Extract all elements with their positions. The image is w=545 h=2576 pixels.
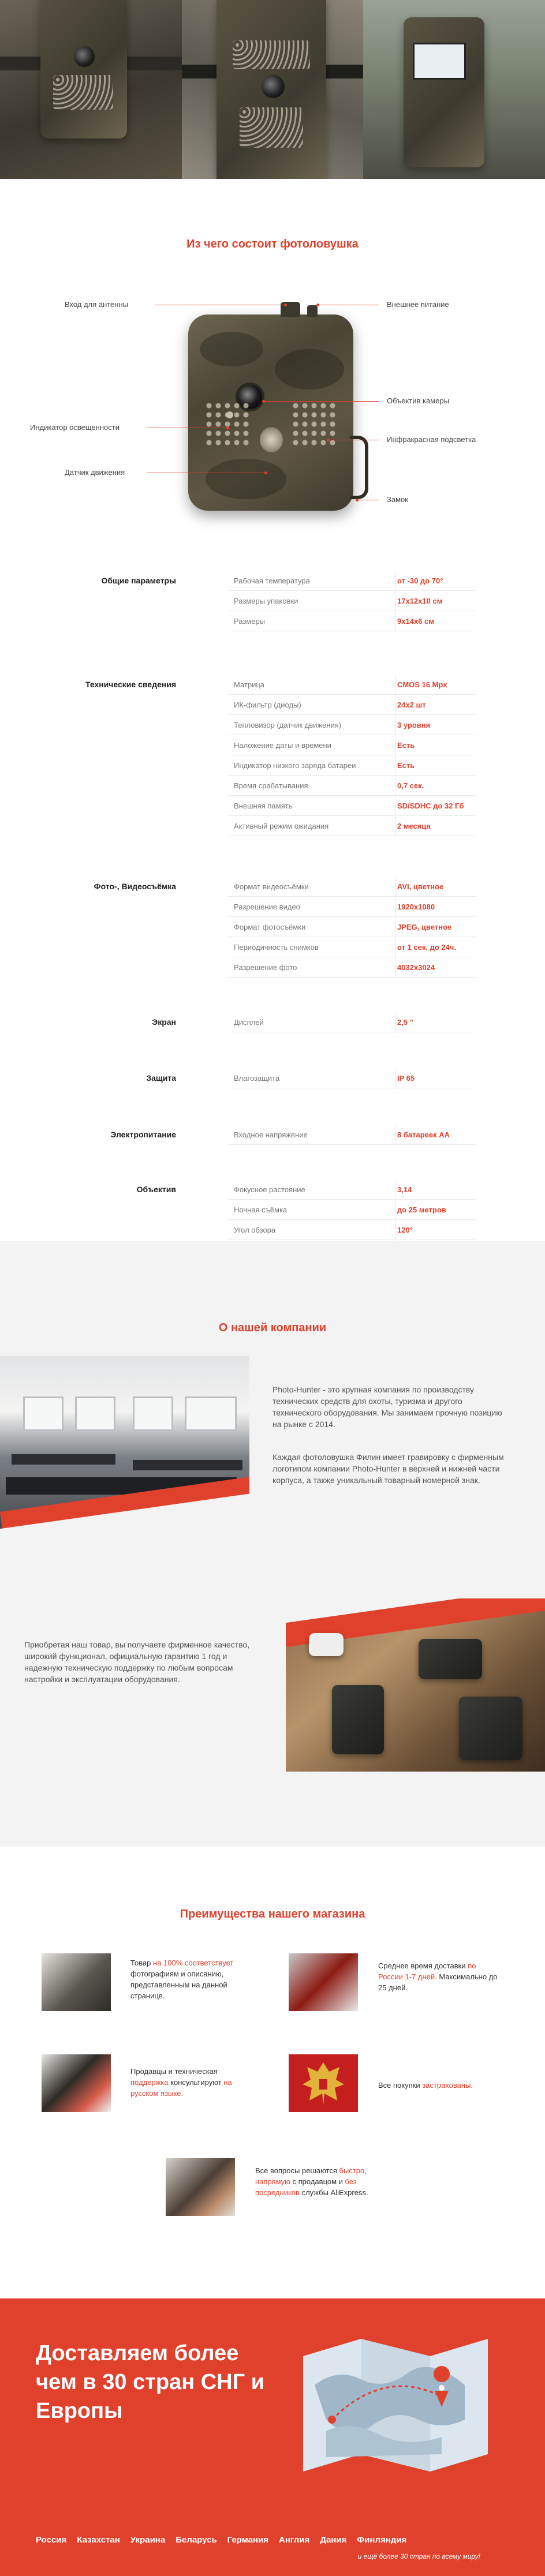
spec-key: Фокусное растояние	[234, 1185, 305, 1194]
spec-value: 2 месяца	[397, 822, 431, 830]
spec-row	[228, 571, 476, 591]
spec-key: Формат фотосъёмки	[234, 923, 306, 931]
ir-led-right	[291, 401, 337, 447]
spec-key: Разрешение фото	[234, 963, 297, 972]
advantage-support-photo	[42, 2054, 111, 2112]
spec-group-name: Общие параметры	[101, 576, 176, 585]
about-paragraph-2: Каждая фотоловушка Филин имеет гравировку с фирменным логотипом компании Photo-Hunter в верхней и нижней части корпуса, а также уникальный товарный номерной знак.	[272, 1452, 504, 1485]
spec-value: 2,5 "	[397, 1018, 413, 1027]
spec-key: Размеры	[234, 617, 266, 626]
spec-key: Входное напряжение	[234, 1130, 308, 1139]
spec-row	[228, 675, 476, 695]
about-title: О нашей компании	[218, 1321, 327, 1334]
spec-value: JPEG, цветное	[397, 923, 452, 931]
folded-map-icon	[292, 2333, 499, 2477]
spec-key: Формат видеосъёмки	[234, 882, 309, 891]
diagram-title: Из чего состоит фотоловушка	[186, 238, 359, 250]
label-ir: Инфракрасная подсветка	[387, 435, 476, 444]
spec-row	[228, 591, 476, 611]
country-item: Дания	[320, 2535, 347, 2545]
spec-key: Угол обзора	[234, 1226, 276, 1234]
spec-key: Влагозащита	[234, 1074, 280, 1083]
spec-row	[228, 1013, 476, 1032]
spec-key: Рабочая температура	[234, 576, 310, 585]
spec-group-name: Объектив	[136, 1185, 176, 1194]
spec-value: от 1 сек. до 24ч.	[397, 943, 457, 952]
spec-key: Время срабатывания	[234, 781, 308, 790]
spec-value: Есть	[397, 741, 415, 750]
advantage-insurance-emblem	[289, 2054, 358, 2112]
spec-key: Матрица	[234, 680, 265, 689]
country-item: Казахстан	[77, 2535, 120, 2545]
country-item: Украина	[130, 2535, 166, 2545]
photo-camera-on-tree	[0, 0, 182, 179]
advantage-5: Все вопросы решаются быстро, напрямую с продавцом и без посредников службы AliExpress.	[255, 2166, 368, 2197]
spec-group-name: Технические сведения	[85, 680, 176, 689]
spec-key: Разрешение видео	[234, 903, 300, 911]
spec-key: Индикатор низкого заряда батареи	[234, 761, 356, 770]
office-photo	[0, 1356, 249, 1541]
spec-row	[228, 918, 476, 937]
spec-row	[228, 716, 476, 735]
spec-value: 17x12x10 см	[397, 597, 443, 605]
country-item: Россия	[36, 2535, 67, 2545]
spec-group-name: Фото-, Видеосъёмка	[94, 882, 176, 891]
hands-with-camera-photo	[286, 1598, 545, 1772]
spec-key: Периодичность снимков	[234, 943, 319, 952]
advantage-direct-contact-photo	[166, 2158, 235, 2216]
ir-led-left	[204, 401, 251, 447]
photo-camera-screen	[363, 0, 545, 179]
spec-row	[228, 1220, 476, 1240]
photo-camera-closeup	[182, 0, 364, 179]
spec-group-name: Защита	[146, 1073, 176, 1083]
spec-key: Внешняя память	[234, 802, 293, 810]
label-motion: Датчик движения	[65, 468, 125, 477]
spec-value: Есть	[397, 761, 415, 770]
country-item: Беларусь	[176, 2535, 217, 2545]
advantage-1: Товар на 100% соответствует фотографиям и описанию, представленным на данной странице.	[130, 1959, 234, 2000]
advantage-4: Все покупки застрахованы.	[378, 2081, 473, 2090]
coat-of-arms-icon	[289, 2054, 358, 2112]
label-light: Индикатор освещенности	[30, 423, 120, 432]
label-antenna: Вход для антенны	[65, 300, 128, 309]
delivery-headline: Доставляем более чем в 30 стран СНГ и Европы	[36, 2341, 265, 2423]
spec-row	[228, 1125, 476, 1145]
spec-value: 3 уровня	[397, 721, 431, 729]
spec-group-name: Электропитание	[110, 1130, 176, 1139]
country-item: Англия	[279, 2535, 310, 2545]
spec-row	[228, 1200, 476, 1220]
spec-value: до 25 метров	[397, 1205, 446, 1214]
advantage-3: Продавцы и техническая поддержка консультируют на русском языке.	[130, 2067, 232, 2098]
motion-sensor-icon	[260, 427, 283, 452]
spec-value: 3,14	[397, 1185, 412, 1194]
spec-row	[228, 877, 476, 897]
spec-row	[228, 776, 476, 796]
spec-value: 24x2 шт	[397, 701, 426, 709]
spec-value: 9x14x6 см	[397, 617, 434, 626]
spec-row	[228, 695, 476, 715]
spec-row	[228, 817, 476, 836]
label-power: Внешнее питание	[387, 300, 449, 309]
spec-row	[228, 736, 476, 755]
hero-photo-strip	[0, 0, 545, 179]
about-paragraph-3: Приобретая наш товар, вы получаете фирменное качество, широкий функционал, официальную гарантию 1 год и надежную техническую поддержку по любым вопросам настройки и эксплуатации оборудования.	[24, 1640, 250, 1684]
delivery-section	[0, 2298, 545, 2576]
spec-value: IP 65	[397, 1074, 415, 1083]
spec-key: Размеры упаковки	[234, 597, 298, 605]
about-paragraph-1: Photo-Hunter - это крупная компания по производству технических средств для охоты, туризма и другого технического оборудования. Мы занимаем прочную позицию на рынке с 2014.	[272, 1385, 502, 1429]
spec-value: 4032x3024	[397, 963, 435, 972]
spec-key: Активный режим ожидания	[234, 822, 329, 830]
spec-row	[228, 938, 476, 957]
spec-value: 1920x1080	[397, 903, 435, 911]
advantages-title: Преимущества нашего магазина	[180, 1908, 365, 1920]
spec-value: AVI, цветное	[397, 882, 444, 891]
spec-value: 0,7 сек.	[397, 781, 424, 790]
spec-row	[228, 1069, 476, 1088]
spec-row	[228, 958, 476, 978]
camera-diagram-image	[188, 314, 353, 511]
spec-row	[228, 1180, 476, 1200]
delivery-more-note: и ещё более 30 стран по всему миру!	[357, 2552, 480, 2560]
spec-group-name: Экран	[152, 1017, 176, 1027]
spec-value: 120°	[397, 1226, 413, 1234]
country-item: Финляндия	[357, 2535, 407, 2545]
spec-value: от -30 до 70°	[397, 576, 443, 585]
spec-key: ИК-фильтр (диоды)	[234, 701, 301, 709]
spec-key: Тепловизор (датчик движения)	[234, 721, 342, 729]
advantage-2: Среднее время доставки по России 1-7 дней. Максимально до 25 дней.	[378, 1961, 498, 1992]
advantage-delivery-photo	[289, 1953, 358, 2011]
spec-row	[228, 796, 476, 816]
country-list	[36, 2535, 515, 2545]
label-lock: Замок	[387, 495, 408, 504]
spec-key: Дисплей	[234, 1018, 264, 1027]
label-lens: Объектив камеры	[387, 396, 449, 405]
spec-row	[228, 756, 476, 776]
country-item: Германия	[227, 2535, 269, 2545]
spec-row	[228, 612, 476, 631]
spec-value: CMOS 16 Mpx	[397, 680, 447, 689]
spec-row	[228, 897, 476, 917]
spec-key: Ночная съёмка	[234, 1205, 288, 1214]
spec-key: Наложение даты и времени	[234, 741, 331, 750]
advantage-product-photo	[42, 1953, 111, 2011]
spec-value: 8 батареек АА	[397, 1130, 450, 1139]
spec-value: SD/SDHC до 32 Гб	[397, 802, 464, 810]
